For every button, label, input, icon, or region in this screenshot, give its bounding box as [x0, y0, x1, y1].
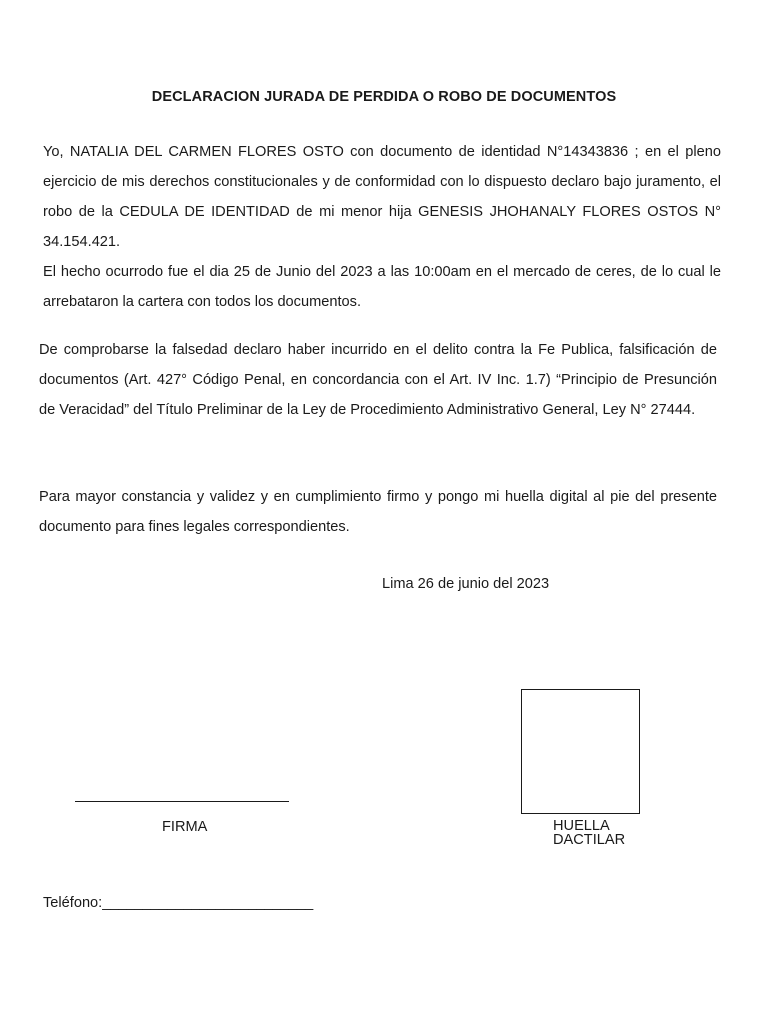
legal-paragraph — [39, 335, 717, 425]
telephone-field: Teléfono:__________________________ — [43, 895, 314, 911]
declaration-paragraph — [43, 137, 721, 317]
closing-paragraph — [39, 482, 717, 542]
incident-text: El hecho ocurrodo fue el dia 25 de Junio del 2023 a las 10:00am en el mercado de ceres, de lo cual le arrebataron la cartera con todos los documentos. — [43, 264, 721, 310]
document-date: Lima 26 de junio del 2023 — [382, 576, 550, 592]
signature-label: FIRMA — [162, 819, 208, 835]
closing-text: Para mayor constancia y validez y en cumplimiento firmo y pongo mi huella digital al pie del presente documento para fines legales correspondientes. — [39, 489, 717, 535]
fingerprint-label — [553, 819, 673, 847]
legal-text: De comprobarse la falsedad declaro haber incurrido en el delito contra la Fe Publica, falsificación de documentos (Art. 427° Código Penal, en concordancia con el Art. IV Inc. 1.7) “Principio de Presunción de Veracidad” del Título Preliminar de la Ley de Procedimiento Administrativo General, Ley N° 27444. — [39, 342, 717, 418]
document-title: DECLARACION JURADA DE PERDIDA O ROBO DE DOCUMENTOS — [151, 89, 617, 105]
declaration-text: Yo, NATALIA DEL CARMEN FLORES OSTO con documento de identidad N°14343836 ; en el pleno ejercicio de mis derechos constitucionales y de conformidad con lo dispuesto declaro bajo juramento, el robo de la CEDULA DE IDENTIDAD de mi menor hija GENESIS JHOHANALY FLORES OSTOS N° 34.154.421. — [43, 144, 721, 250]
fingerprint-label-line2: DACTILAR — [553, 832, 626, 848]
fingerprint-label-line1: HUELLA — [553, 818, 610, 834]
signature-line — [75, 801, 289, 802]
fingerprint-box — [521, 689, 640, 814]
